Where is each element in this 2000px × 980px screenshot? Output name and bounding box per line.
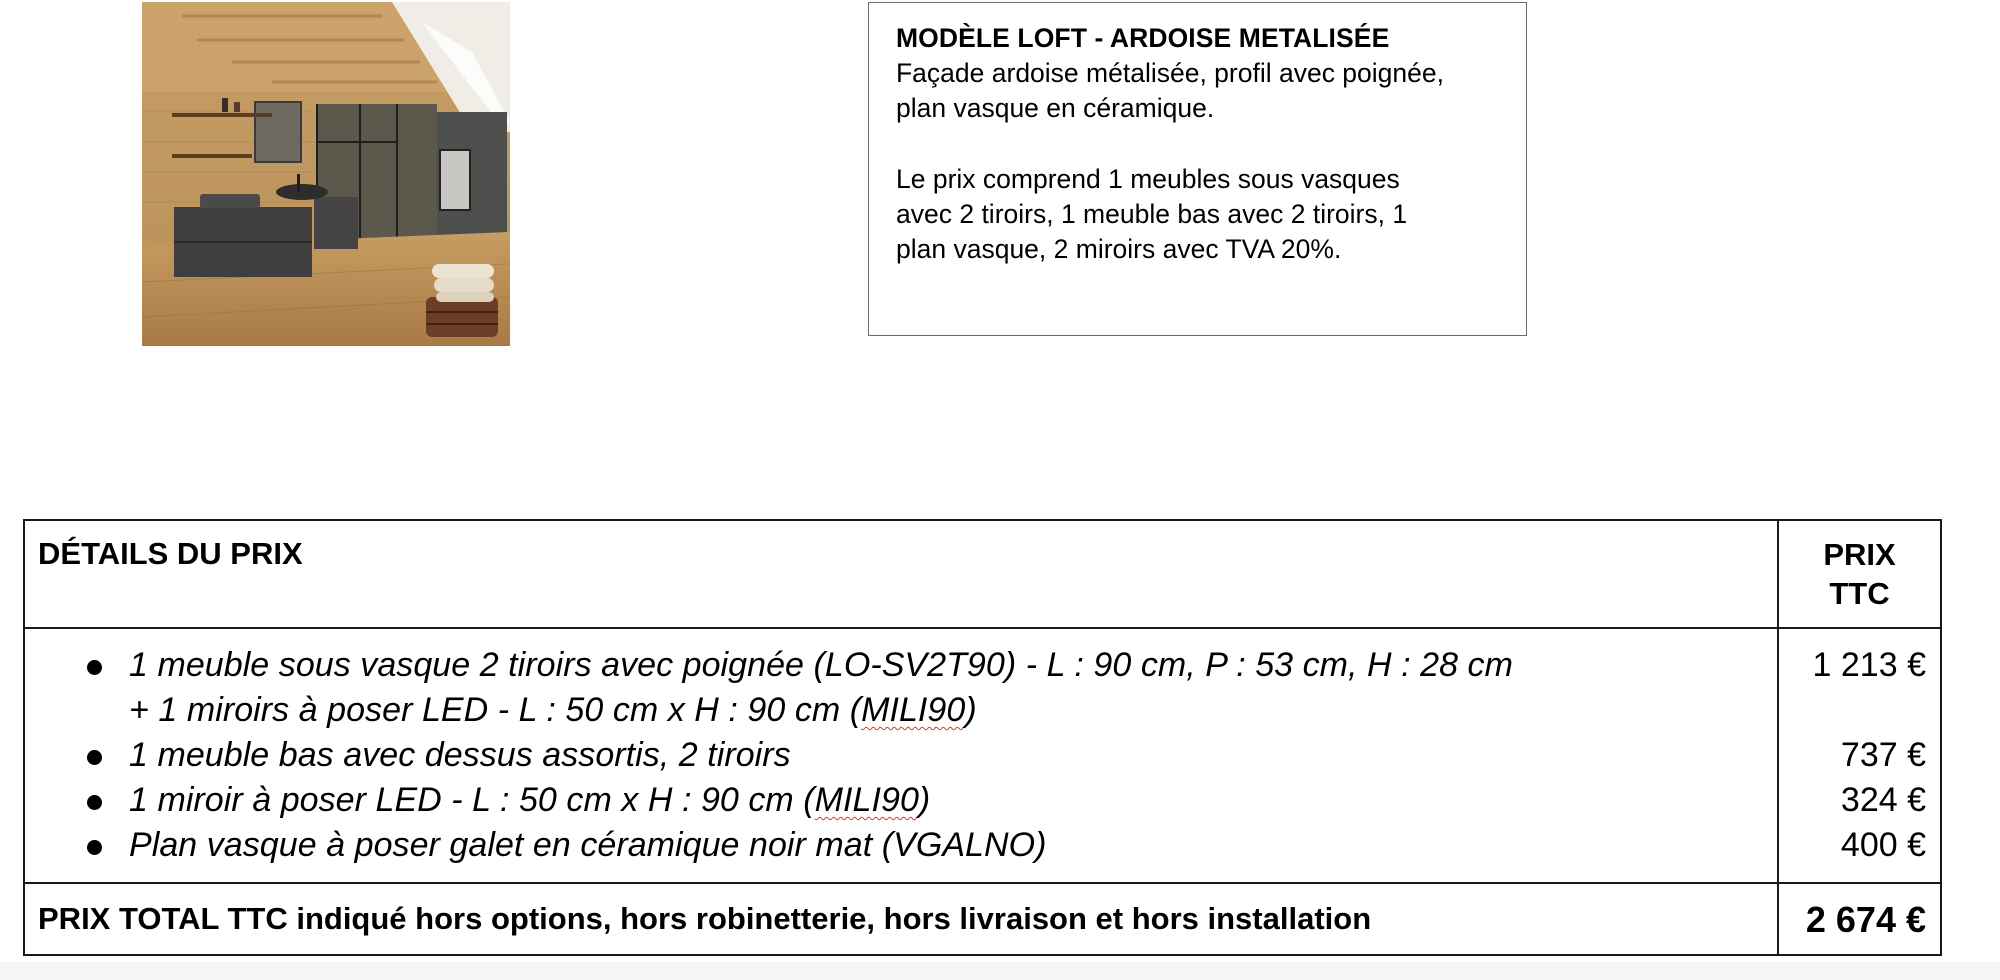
price-items-list [25,643,1777,868]
item-price: 1 213 € [1812,646,1926,684]
bullet-icon [87,795,102,810]
total-label: PRIX TOTAL TTC indiqué hors options, hors robinetterie, hors livraison et hors installation [38,901,1372,936]
bathroom-image-illustration [142,2,510,346]
price-header-line: PRIX [1823,537,1896,572]
price-column-header [1779,535,1940,613]
description-line: avec 2 tiroirs, 1 meuble bas avec 2 tiroirs, 1 [896,199,1408,229]
description-line: Le prix comprend 1 meubles sous vasques [896,164,1400,194]
item-text-part: ) [918,781,931,819]
product-model-title: MODÈLE LOFT - ARDOISE METALISÉE [896,23,1390,53]
page-bottom-edge [0,962,2000,980]
product-description-box [868,2,1527,336]
total-price: 2 674 € [1805,899,1926,940]
table-items-row [25,629,1940,884]
item-price: 737 € [1840,736,1926,774]
item-text-continuation [129,688,1777,733]
item-text: Plan vasque à poser galet en céramique noir mat (VGALNO) [129,826,1047,864]
item-price: 324 € [1840,781,1926,819]
price-details-table [23,519,1942,956]
item-price-spacer [1779,688,1926,733]
table-header-row [25,521,1940,629]
product-code-spellcheck: MILI90 [861,691,966,729]
item-text-part: ) [965,691,977,729]
item-price: 400 € [1840,826,1926,864]
paragraph-spacer [896,126,1506,162]
list-item-low-cabinet [25,733,1777,778]
description-line: Façade ardoise métalisée, profil avec poignée, [896,58,1444,88]
product-photo [142,2,510,346]
description-line: plan vasque, 2 miroirs avec TVA 20%. [896,234,1342,264]
list-item-led-mirror [25,778,1777,823]
product-code-spellcheck: MILI90 [814,781,919,819]
item-text-part: + 1 miroirs à poser LED - L : 50 cm x H : 90 cm ( [129,691,862,729]
table-total-row [25,884,1940,956]
item-text-part: 1 miroir à poser LED - L : 50 cm x H : 90 cm ( [129,781,815,819]
item-text: 1 meuble bas avec dessus assortis, 2 tiroirs [129,736,791,774]
details-column-header: DÉTAILS DU PRIX [38,536,303,571]
list-item-vanity-unit [25,643,1777,733]
list-item-basin [25,823,1777,868]
bullet-icon [87,750,102,765]
description-line: plan vasque en céramique. [896,93,1215,123]
bullet-icon [87,660,102,675]
item-text [129,778,1777,823]
item-prices-column [1779,643,1926,868]
item-text: 1 meuble sous vasque 2 tiroirs avec poignée (LO-SV2T90) - L : 90 cm, P : 53 cm, H : 28 cm [129,646,1513,684]
bullet-icon [87,840,102,855]
price-header-line: TTC [1829,576,1890,611]
